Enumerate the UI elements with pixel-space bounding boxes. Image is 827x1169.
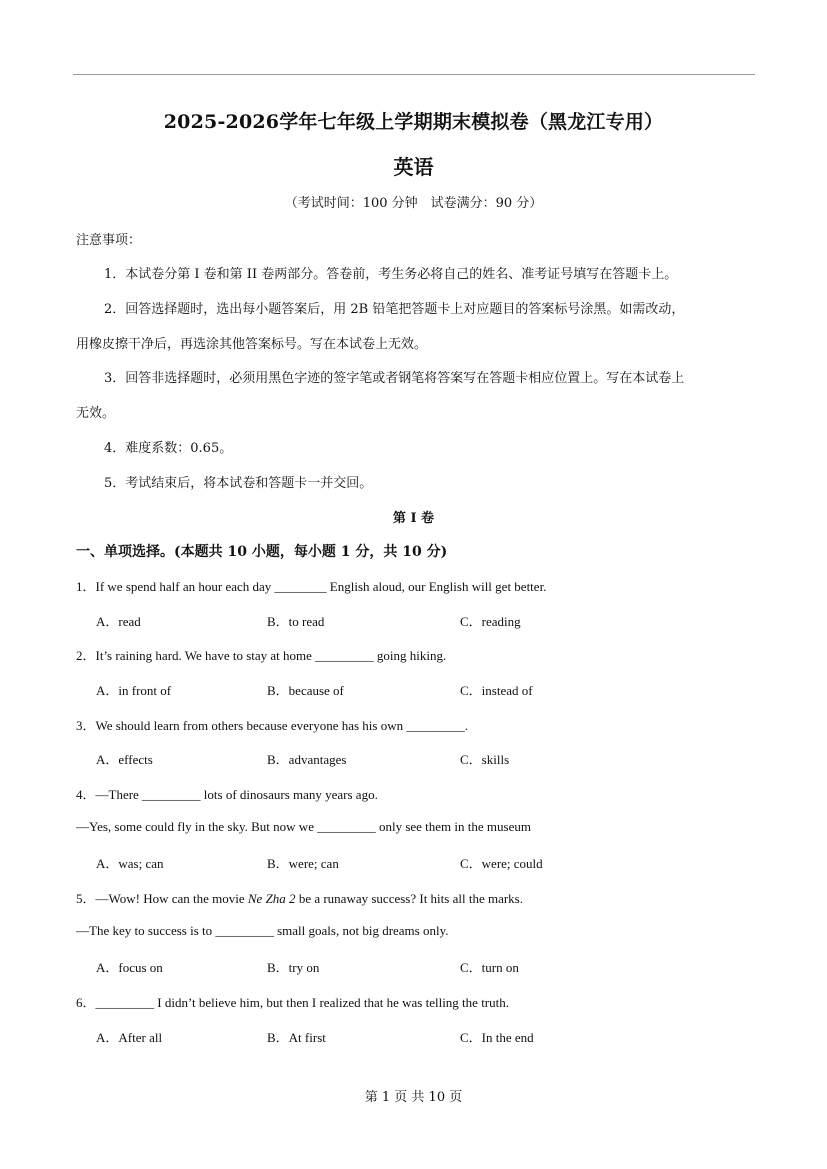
option-c[interactable]: C．were; could (460, 856, 543, 871)
question-stem: 1．If we spend half an hour each day ________ English aloud, our English will get better. (76, 579, 547, 594)
section-title: 第 I 卷 (392, 511, 435, 526)
option-c[interactable]: C．turn on (460, 960, 519, 975)
note-item-continued: 无效。 (76, 406, 116, 421)
option-b[interactable]: B．advantages (267, 752, 347, 767)
option-a[interactable]: A．effects (96, 752, 153, 767)
note-item: 4．难度系数：0.65。 (104, 441, 233, 456)
note-item: 5．考试结束后，将本试卷和答题卡一并交回。 (104, 476, 373, 491)
stem-text: be a runaway success? It hits all the marks. (295, 891, 523, 906)
question-stem: 3．We should learn from others because everyone has his own _________. (76, 718, 469, 733)
option-c[interactable]: C．In the end (460, 1030, 534, 1045)
option-a[interactable]: A．in front of (96, 683, 172, 698)
option-b[interactable]: B．because of (267, 683, 344, 698)
page-number: 第 1 页 共 10 页 (364, 1090, 463, 1105)
note-item: 1．本试卷分第 I 卷和第 II 卷两部分。答卷前，考生务必将自己的姓名、准考证号填写在答题卡上。 (104, 267, 678, 282)
movie-title: Ne Zha 2 (247, 891, 296, 906)
note-item: 3．回答非选择题时，必须用黑色字迹的签字笔或者钢笔将答案写在答题卡相应位置上。写在本试卷上 (104, 371, 685, 386)
option-b[interactable]: B．to read (267, 614, 325, 629)
notes-heading: 注意事项： (76, 233, 142, 248)
part-title: 一、单项选择。(本题共 10 小题，每小题 1 分，共 10 分) (76, 544, 448, 560)
option-a[interactable]: A．was; can (96, 856, 164, 871)
option-a[interactable]: A．read (96, 614, 141, 629)
option-b[interactable]: B．At first (267, 1030, 326, 1045)
note-item: 2．回答选择题时，选出每小题答案后，用 2B 铅笔把答题卡上对应题目的答案标号涂黑。如需改动， (104, 302, 685, 317)
option-b[interactable]: B．were; can (267, 856, 339, 871)
question-stem (76, 888, 523, 907)
option-a[interactable]: A．focus on (96, 960, 163, 975)
question-stem-reply: —The key to success is to _________ small goals, not big dreams only. (76, 923, 449, 938)
question-stem: 2．It’s raining hard. We have to stay at home _________ going hiking. (76, 648, 447, 663)
option-c[interactable]: C．skills (460, 752, 510, 767)
exam-title: 2025-2026学年七年级上学期期末模拟卷（黑龙江专用） (163, 111, 664, 133)
subject-title: 英语 (393, 155, 434, 179)
note-item-continued: 用橡皮擦干净后，再选涂其他答案标号。写在本试卷上无效。 (76, 337, 428, 352)
header-rule (73, 74, 755, 75)
option-b[interactable]: B．try on (267, 960, 320, 975)
stem-text: 5．—Wow! How can the movie (76, 891, 248, 906)
question-stem-reply: —Yes, some could fly in the sky. But now we _________ only see them in the museum (76, 819, 531, 834)
option-c[interactable]: C．instead of (460, 683, 533, 698)
option-a[interactable]: A．After all (96, 1030, 163, 1045)
exam-info: （考试时间：100 分钟 试卷满分：90 分） (284, 196, 543, 211)
question-stem: 6．_________ I didn’t believe him, but then I realized that he was telling the truth. (76, 995, 509, 1010)
option-c[interactable]: C．reading (460, 614, 521, 629)
question-stem: 4．—There _________ lots of dinosaurs many years ago. (76, 787, 378, 802)
